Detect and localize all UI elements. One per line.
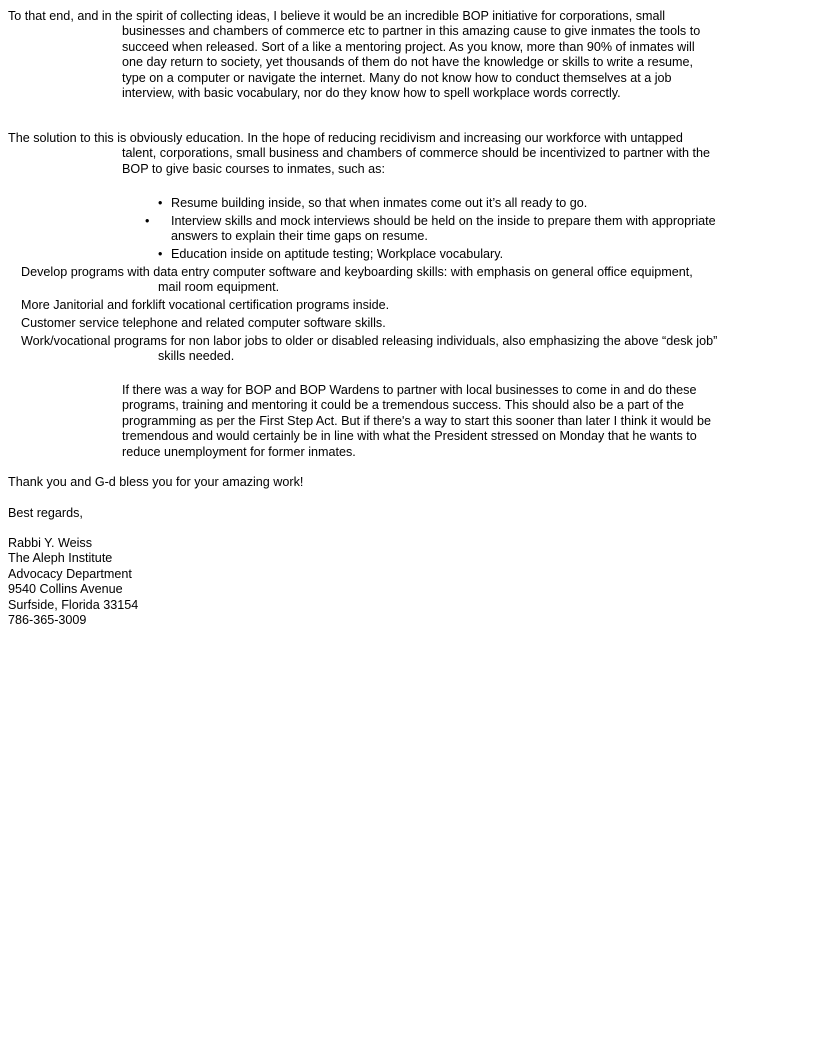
- list-item-text: Interview skills and mock interviews should be held on the inside to prepare them with appropriate answers to explain their time gaps on resume.: [171, 214, 716, 244]
- signature-phone: 786-365-3009: [8, 613, 87, 628]
- bullet-glyph: •: [158, 196, 163, 210]
- list-item-customer-service: [8, 316, 718, 331]
- list-item-janitorial-forklift: [8, 298, 718, 313]
- bullet-glyph: •: [158, 247, 163, 261]
- list-item-text: Customer service telephone and related computer software skills.: [21, 316, 386, 330]
- signature-block: [8, 536, 138, 628]
- list-item-resume-building: [158, 196, 718, 211]
- list-item-text: Develop programs with data entry computer software and keyboarding skills: with emphasis on general office equipment, mail room equipment.: [21, 265, 693, 295]
- paragraph-bop-initiative: To that end, and in the spirit of collecting ideas, I believe it would be an incredible BOP initiative for corporations, small businesses and chambers of commerce etc to partner in this amazing cause to give inmates the tools to succeed when released. Sort of a like a mentoring project. As you know, more than 90% of inmates will one day return to society, yet thousands of them do not have the knowledge or skills to write a resume, type on a computer or navigate the internet. Many do not know how to conduct themselves at a job interview, with basic vocabulary, nor do they know how to spell workplace words correctly.: [8, 9, 701, 101]
- bullet-glyph: [8, 298, 21, 313]
- list-item-desk-job-programs: [8, 334, 718, 365]
- thanks-line: Thank you and G-d bless you for your amazing work!: [8, 475, 304, 489]
- bullet-glyph: [8, 265, 21, 280]
- bullet-glyph: [8, 316, 21, 331]
- bullet-glyph: •: [145, 214, 150, 228]
- list-item-text: Resume building inside, so that when inmates come out it’s all ready to go.: [171, 196, 588, 210]
- signature-name: Rabbi Y. Weiss: [8, 536, 93, 550]
- bullet-glyph: [8, 334, 21, 349]
- signature-organization: The Aleph Institute: [8, 551, 113, 566]
- list-item-data-entry-programs: [8, 265, 718, 296]
- signature-street: 9540 Collins Avenue: [8, 582, 123, 597]
- list-item-interview-skills: [145, 214, 718, 245]
- list-item-text: More Janitorial and forklift vocational certification programs inside.: [21, 298, 390, 312]
- paragraph-education-solution: The solution to this is obviously education. In the hope of reducing recidivism and increasing our workforce with untapped talent, corporations, small business and chambers of commerce should be incentivized to partner with the BOP to give basic courses to inmates, such as:: [8, 131, 711, 176]
- signature-city: Surfside, Florida 33154: [8, 597, 139, 612]
- list-item-text: Education inside on aptitude testing; Workplace vocabulary.: [171, 247, 504, 261]
- list-item-text: Work/vocational programs for non labor jobs to older or disabled releasing individuals, also emphasizing the above “desk job” skills needed.: [21, 334, 718, 364]
- paragraph-partnership-proposal: If there was a way for BOP and BOP Wardens to partner with local businesses to come in and do these programs, training and mentoring it could be a tremendous success. This should also be a part of the programming as per the First Step Act. But if there's a way to start this sooner than later I think it would be tremendous and would certainly be in line with what the President stressed on Monday that he wants to reduce unemployment for former inmates.: [122, 383, 711, 459]
- list-item-aptitude-testing: [158, 247, 718, 262]
- closing-line: Best regards,: [8, 506, 83, 520]
- signature-department: Advocacy Department: [8, 566, 132, 581]
